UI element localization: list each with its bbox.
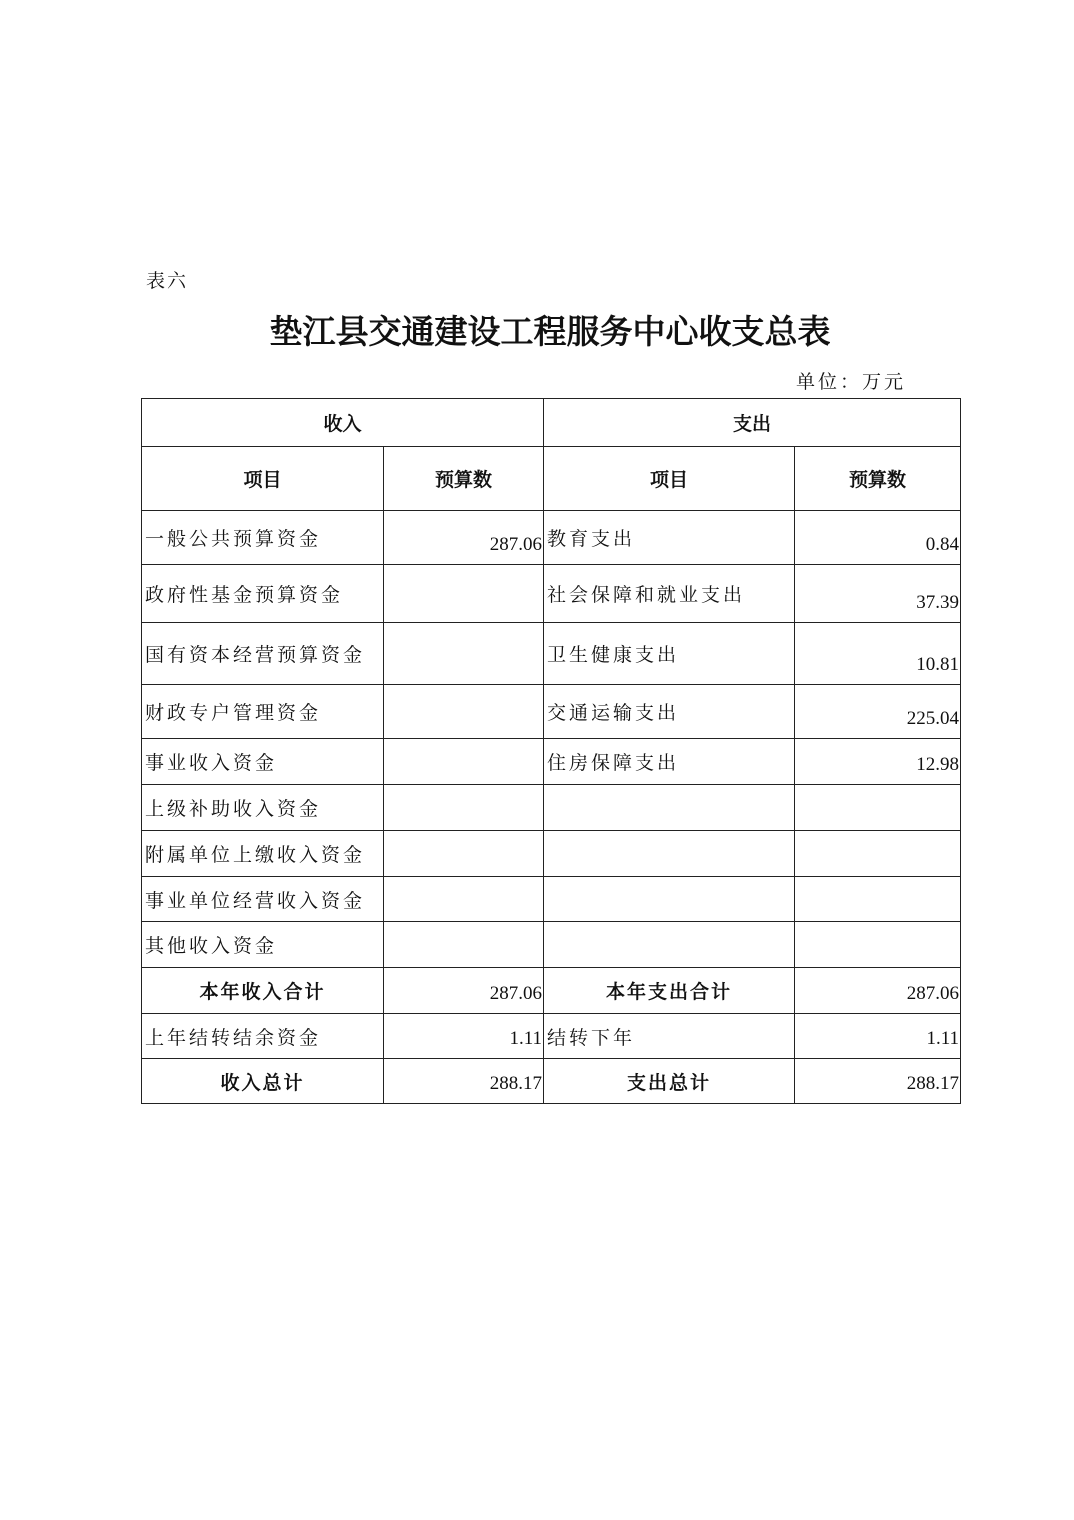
expense-value-cell [795, 922, 961, 968]
table-row [142, 968, 961, 1014]
income-item-cell: 上年结转结余资金 [142, 1014, 384, 1059]
expense-item-cell: 结转下年 [544, 1014, 795, 1059]
expense-item-cell [544, 831, 795, 877]
income-item-cell: 收入总计 [142, 1059, 384, 1104]
expense-item-cell [544, 877, 795, 922]
table-row [142, 831, 961, 877]
income-value-cell: 287.06 [384, 968, 544, 1014]
income-value-cell [384, 785, 544, 831]
table-row [142, 565, 961, 623]
income-section-header: 收入 [142, 399, 544, 447]
income-item-cell: 财政专户管理资金 [142, 685, 384, 739]
expense-item-cell [544, 922, 795, 968]
table-label: 表六 [146, 270, 189, 292]
expense-item-cell: 住房保障支出 [544, 739, 795, 785]
income-value-cell [384, 685, 544, 739]
income-value-cell [384, 922, 544, 968]
income-item-cell: 本年收入合计 [142, 968, 384, 1014]
income-value-cell [384, 877, 544, 922]
expense-value-cell: 10.81 [795, 623, 961, 685]
table-row [142, 785, 961, 831]
page-title: 垫江县交通建设工程服务中心收支总表 [269, 312, 831, 351]
income-item-cell: 附属单位上缴收入资金 [142, 831, 384, 877]
income-item-cell: 事业单位经营收入资金 [142, 877, 384, 922]
budget-table [141, 398, 961, 1104]
income-item-cell: 政府性基金预算资金 [142, 565, 384, 623]
expense-item-header: 项目 [544, 447, 795, 511]
expense-value-cell: 1.11 [795, 1014, 961, 1059]
expense-budget-header: 预算数 [795, 447, 961, 511]
expense-item-cell: 卫生健康支出 [544, 623, 795, 685]
expense-item-cell: 教育支出 [544, 511, 795, 565]
expense-item-cell [544, 785, 795, 831]
expense-item-cell: 本年支出合计 [544, 968, 795, 1014]
expense-value-cell: 12.98 [795, 739, 961, 785]
income-item-cell: 上级补助收入资金 [142, 785, 384, 831]
income-value-cell [384, 565, 544, 623]
table-row [142, 739, 961, 785]
expense-value-cell [795, 831, 961, 877]
income-value-cell [384, 831, 544, 877]
expense-value-cell: 0.84 [795, 511, 961, 565]
expense-value-cell [795, 785, 961, 831]
income-value-cell [384, 739, 544, 785]
expense-value-cell: 288.17 [795, 1059, 961, 1104]
income-item-cell: 事业收入资金 [142, 739, 384, 785]
table-row [142, 1014, 961, 1059]
income-item-cell: 一般公共预算资金 [142, 511, 384, 565]
income-value-cell: 287.06 [384, 511, 544, 565]
table-row [142, 511, 961, 565]
table-row [142, 685, 961, 739]
expense-item-cell: 交通运输支出 [544, 685, 795, 739]
income-item-cell: 国有资本经营预算资金 [142, 623, 384, 685]
table-row [142, 877, 961, 922]
table-row [142, 1059, 961, 1104]
expense-value-cell [795, 877, 961, 922]
expense-item-cell: 支出总计 [544, 1059, 795, 1104]
expense-value-cell: 225.04 [795, 685, 961, 739]
table-row [142, 922, 961, 968]
expense-item-cell: 社会保障和就业支出 [544, 565, 795, 623]
expense-section-header: 支出 [544, 399, 961, 447]
section-header-row [142, 399, 961, 447]
expense-value-cell: 37.39 [795, 565, 961, 623]
table-row [142, 623, 961, 685]
unit-label: 单位：万元 [796, 371, 907, 393]
income-value-cell: 288.17 [384, 1059, 544, 1104]
income-value-cell: 1.11 [384, 1014, 544, 1059]
income-item-header: 项目 [142, 447, 384, 511]
income-value-cell [384, 623, 544, 685]
column-header-row [142, 447, 961, 511]
expense-value-cell: 287.06 [795, 968, 961, 1014]
income-budget-header: 预算数 [384, 447, 544, 511]
income-item-cell: 其他收入资金 [142, 922, 384, 968]
